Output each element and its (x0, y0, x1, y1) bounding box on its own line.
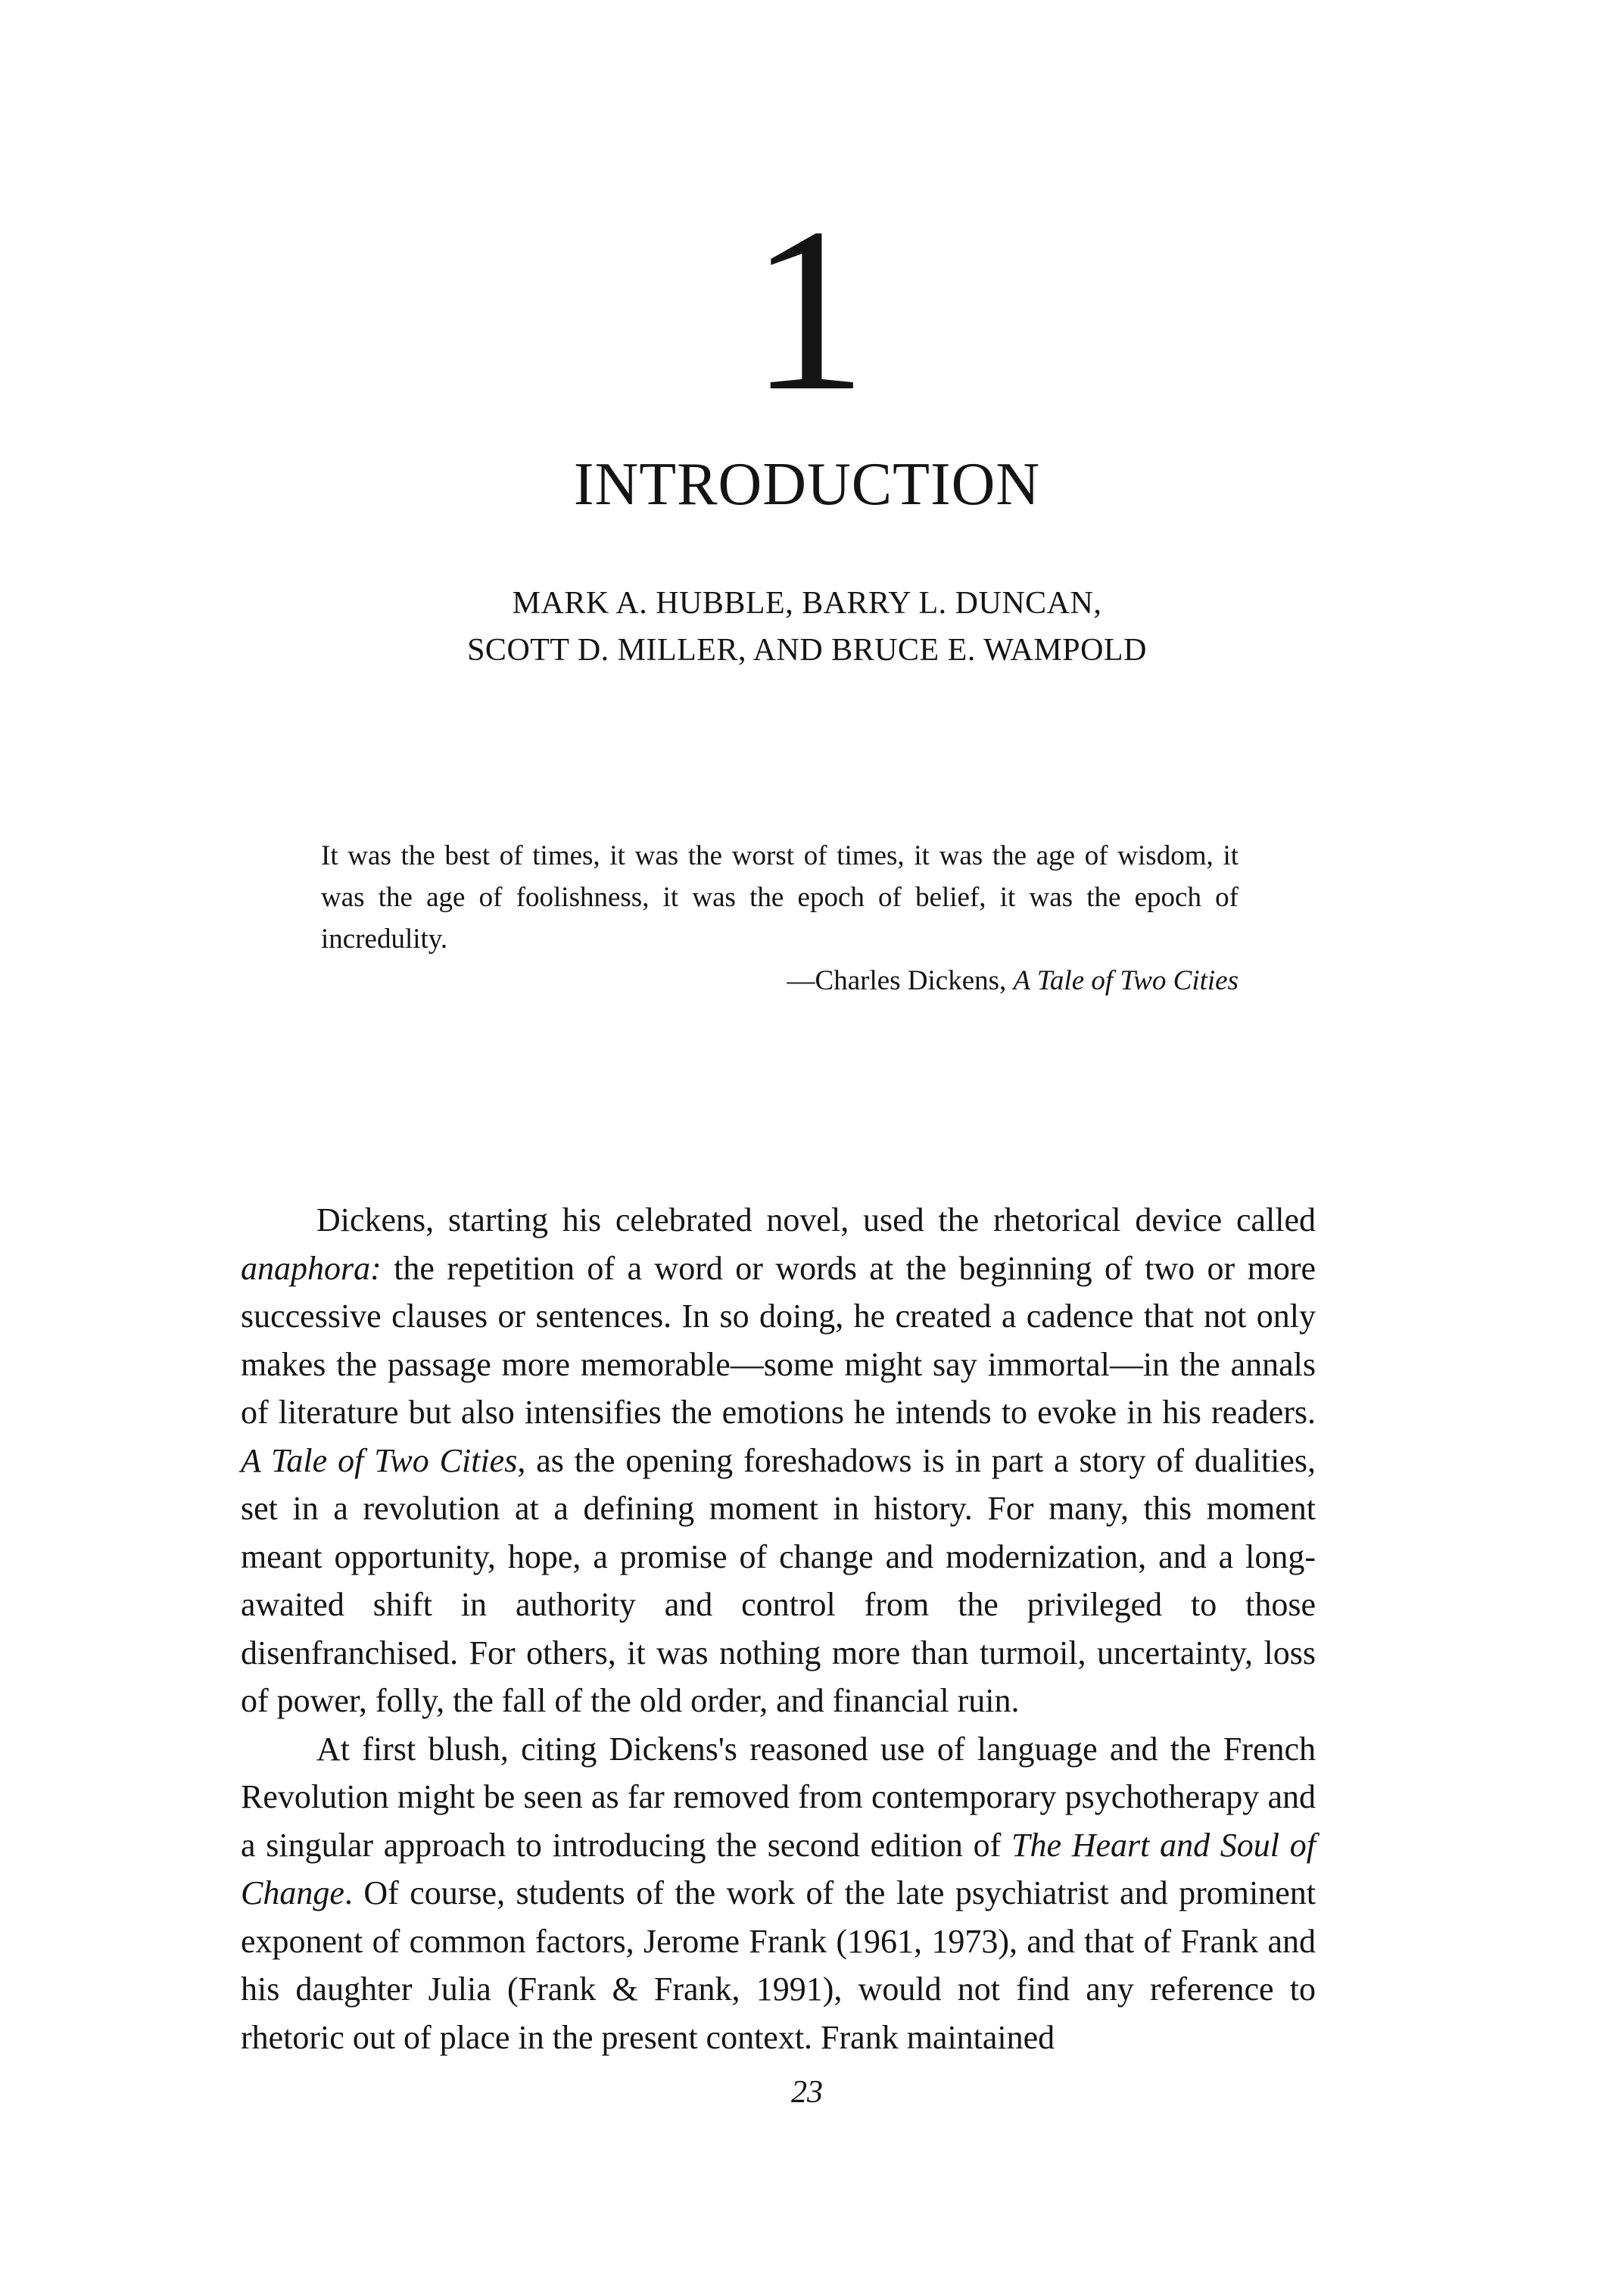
chapter-number: 1 (749, 180, 865, 440)
body-emphasis: The Heart and Soul of Change (241, 1826, 1316, 1911)
page-number: 23 (791, 2075, 823, 2110)
body-paragraph (241, 1196, 1316, 1725)
body-text-run: At first blush, citing Dickens's reasoned use of language and the French Revolution might be seen as far removed from contemporary psychotherapy and a singular approach to introducing the second edition of (241, 1730, 1316, 1864)
body-text-run: , as the opening foreshadows is in part a story of dualities, set in a revolution at a defining moment in history. For many, this moment meant opportunity, hope, a promise of change and modernization, and a long-awaited shift in authority and control from the privileged to those disenfranchised. For others, it was nothing more than turmoil, uncertainty, loss of power, folly, the fall of the old order, and financial ruin. (241, 1441, 1316, 1719)
authors-line: MARK A. HUBBLE, BARRY L. DUNCAN, (512, 586, 1102, 621)
body-text-run: Dickens, starting his celebrated novel, used the rhetorical device called (316, 1201, 1316, 1238)
epigraph-attribution (321, 960, 1239, 1002)
body-text-run: the repetition of a word or words at the beginning of two or more successive clauses or sentences. In so doing, he created a cadence that not only makes the passage more memorable—some might say immortal—in the annals of literature but also intensifies the emotions he intends to evoke in his readers. (241, 1249, 1316, 1431)
attribution-work-title: A Tale of Two Cities (1013, 965, 1239, 996)
body-text-run: . Of course, students of the work of the late psychiatrist and prominent exponent of common factors, Jerome Frank (1961, 1973), and that of Frank and his daughter Julia (Frank & Frank, 1991), would not find any reference to rhetoric out of place in the present context. Frank maintained (241, 1874, 1316, 2056)
body-emphasis: anaphora: (241, 1249, 382, 1287)
attribution-author: —Charles Dickens, (787, 965, 1014, 996)
chapter-title: INTRODUCTION (573, 451, 1041, 518)
epigraph-quote: It was the best of times, it was the worst of times, it was the age of wisdom, it was the age of foolishness, it was the epoch of belief, it was the epoch of incredulity. (321, 840, 1239, 955)
body-emphasis: A Tale of Two Cities (241, 1441, 518, 1479)
epigraph (321, 835, 1239, 1002)
body-paragraph (241, 1725, 1316, 2062)
authors-line: SCOTT D. MILLER, AND BRUCE E. WAMPOLD (467, 633, 1147, 668)
chapter-authors (0, 580, 1614, 674)
body-text (241, 1196, 1316, 2061)
